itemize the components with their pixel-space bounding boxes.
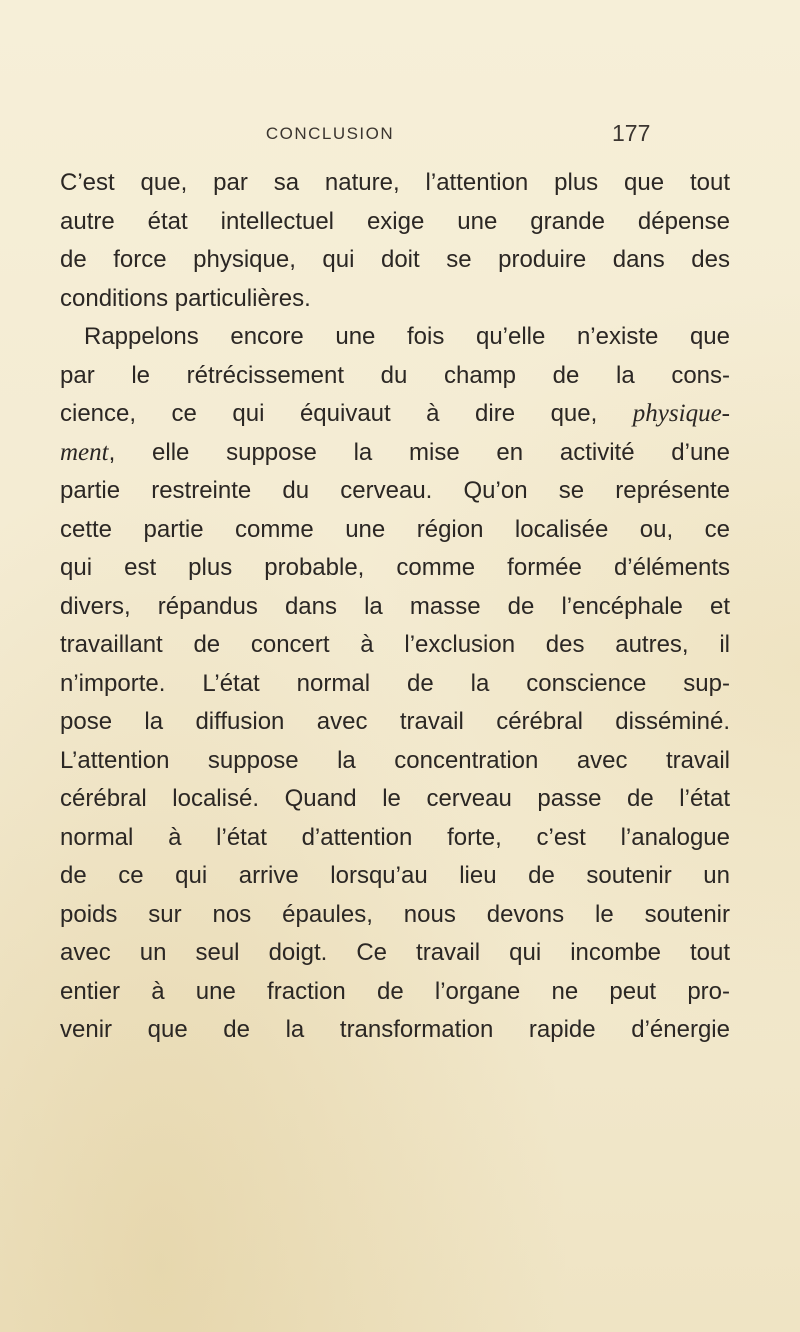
text-segment: , elle suppose la mise en activité d’une bbox=[108, 438, 730, 466]
text-line: conditions particulières. bbox=[60, 284, 311, 312]
running-title: CONCLUSION bbox=[265, 124, 395, 143]
text-line: partie restreinte du cerveau. Qu’on se représente bbox=[60, 477, 730, 504]
text-line: entier à une fraction de l’organe ne peut pro- bbox=[60, 977, 730, 1005]
text-line: L’attention suppose la concentration avec travail bbox=[60, 746, 730, 774]
text-line bbox=[60, 395, 730, 434]
text-line: n’importe. L’état normal de la conscience sup- bbox=[60, 669, 730, 697]
italic-word: ment bbox=[60, 438, 109, 466]
text-line: travaillant de concert à l’exclusion des autres, il bbox=[60, 631, 730, 658]
body-text bbox=[60, 164, 730, 1050]
text-line: venir que de la transformation rapide d’énergie bbox=[60, 1016, 730, 1043]
text-line: de ce qui arrive lorsqu’au lieu de soutenir un bbox=[60, 862, 730, 889]
text-line: divers, répandus dans la masse de l’encéphale et bbox=[60, 592, 730, 620]
italic-word: physique- bbox=[632, 400, 730, 427]
text-line: C’est que, par sa nature, l’attention plus que tout bbox=[60, 169, 730, 196]
text-line: par le rétrécissement du champ de la cons- bbox=[60, 361, 730, 389]
text-line: qui est plus probable, comme formée d’éléments bbox=[60, 554, 730, 581]
page-number: 177 bbox=[612, 120, 651, 146]
running-head bbox=[0, 120, 800, 154]
text-line: cette partie comme une région localisée ou, ce bbox=[60, 515, 730, 543]
text-line: normal à l’état d’attention forte, c’est l’analogue bbox=[60, 823, 730, 851]
text-line: Rappelons encore une fois qu’elle n’existe que bbox=[84, 323, 730, 350]
text-line: pose la diffusion avec travail cérébral disséminé. bbox=[60, 708, 730, 735]
text-line bbox=[60, 434, 730, 473]
text-line: avec un seul doigt. Ce travail qui incombe tout bbox=[60, 939, 730, 966]
text-segment: cience, ce qui équivaut à dire que, bbox=[60, 400, 598, 427]
text-line: cérébral localisé. Quand le cerveau passe de l’état bbox=[60, 785, 730, 812]
text-line: de force physique, qui doit se produire dans des bbox=[60, 246, 730, 273]
text-line: autre état intellectuel exige une grande dépense bbox=[60, 207, 730, 235]
text-line: poids sur nos épaules, nous devons le soutenir bbox=[60, 900, 730, 928]
